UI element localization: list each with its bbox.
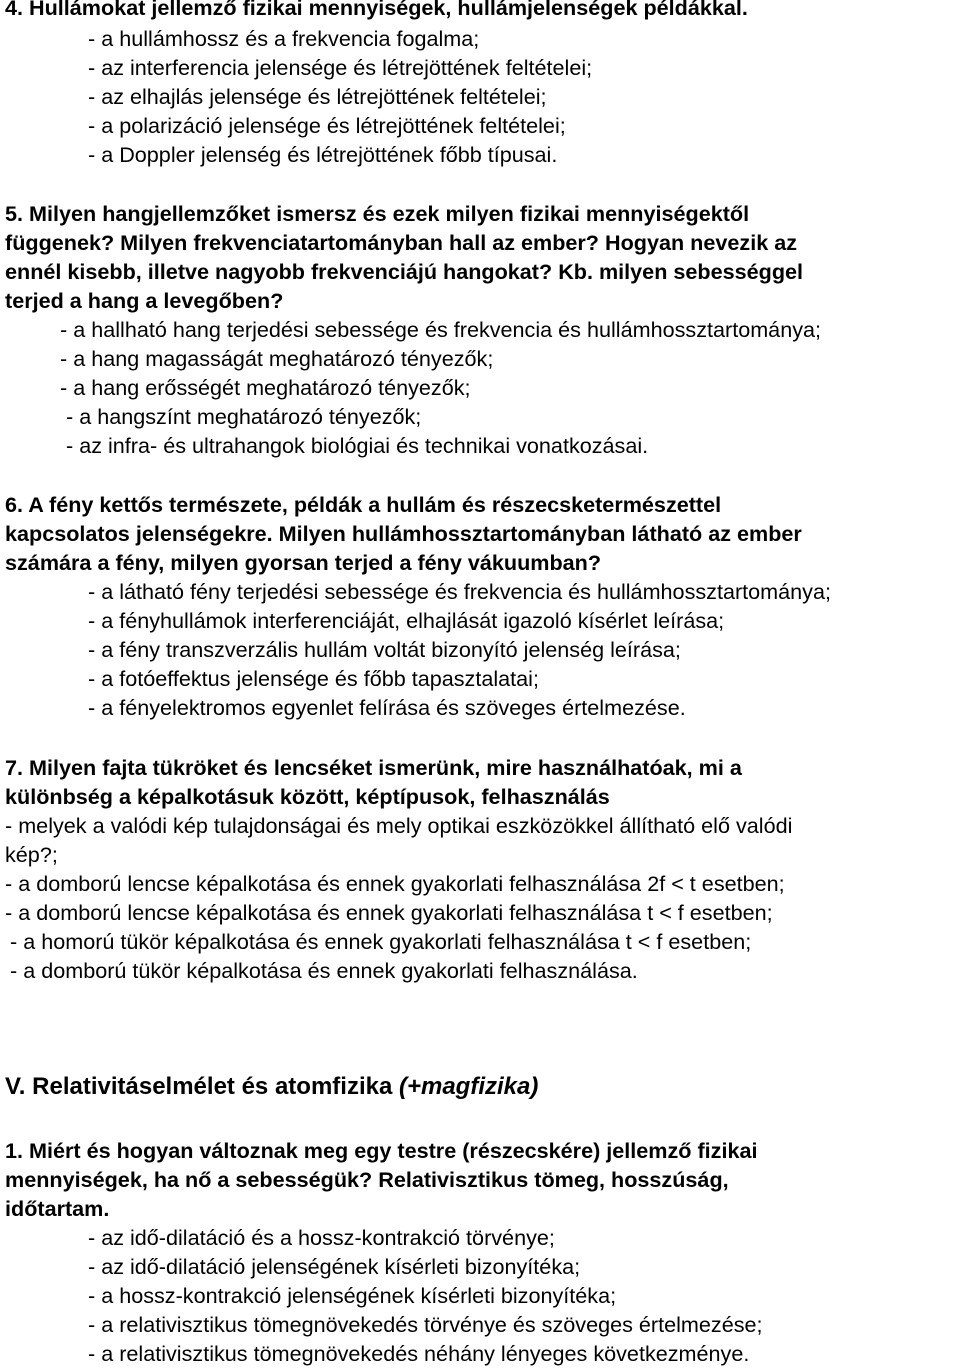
list-item: - az interferencia jelensége és létrejöttének feltételei; <box>88 55 593 80</box>
list-item: - a fény transzverzális hullám voltát bizonyító jelenség leírása; <box>88 637 681 662</box>
chapter-title <box>5 1071 960 1103</box>
list-item: - a hang erősségét meghatározó tényezők; <box>60 375 471 400</box>
section-1-title-line: 1. Miért és hogyan változnak meg egy testre (részecskére) jellemző fizikai <box>5 1138 758 1163</box>
list-item: - a homorú tükör képalkotása és ennek gyakorlati felhasználása t < f esetben; <box>10 929 752 954</box>
list-item: - a hossz-kontrakció jelenségének kísérleti bizonyítéka; <box>88 1283 617 1308</box>
list-item: - az infra- és ultrahangok biológiai és technikai vonatkozásai. <box>66 433 649 458</box>
section-6-title-line: 6. A fény kettős természete, példák a hullám és részecsketermészettel <box>5 492 722 517</box>
list-item: - a relativisztikus tömegnövekedés néhány lényeges következménye. <box>88 1341 750 1366</box>
section-6-title-line: számára a fény, milyen gyorsan terjed a fény vákuumban? <box>5 550 602 575</box>
section-5-title-line: 5. Milyen hangjellemzőket ismersz és ezek milyen fizikai mennyiségektől <box>5 201 750 226</box>
chapter-title-italic: (+magfizika) <box>398 1073 539 1100</box>
list-item: - a hullámhossz és a frekvencia fogalma; <box>88 26 480 51</box>
section-7-title-line: különbség a képalkotásuk között, képtípusok, felhasználás <box>5 784 610 809</box>
list-item: - a fényelektromos egyenlet felírása és szöveges értelmezése. <box>88 695 686 720</box>
list-item: - a fényhullámok interferenciáját, elhajlását igazoló kísérlet leírása; <box>88 608 725 633</box>
section-6-title-line: kapcsolatos jelenségekre. Milyen hullámhossztartományban látható az ember <box>5 521 802 546</box>
section-1-title-line: időtartam. <box>5 1196 110 1221</box>
list-item: - a hallható hang terjedési sebessége és frekvencia és hullámhossztartománya; <box>60 317 822 342</box>
list-item: - a domború lencse képalkotása és ennek gyakorlati felhasználása 2f < t esetben; <box>5 871 785 896</box>
section-7-title-line: 7. Milyen fajta tükröket és lencséket ismerünk, mire használhatóak, mi a <box>5 755 742 780</box>
list-item: - a hang magasságát meghatározó tényezők; <box>60 346 494 371</box>
section-5-title-line: terjed a hang a levegőben? <box>5 288 284 313</box>
list-item: - a domború lencse képalkotása és ennek gyakorlati felhasználása t < f esetben; <box>5 900 773 925</box>
list-item: kép?; <box>5 842 58 867</box>
list-item: - az elhajlás jelensége és létrejöttének feltételei; <box>88 84 547 109</box>
section-4-title: 4. Hullámokat jellemző fizikai mennyiségek, hullámjelenségek példákkal. <box>5 0 748 20</box>
chapter-title-main: V. Relativitáselmélet és atomfizika <box>5 1073 399 1100</box>
section-5-title-line: ennél kisebb, illetve nagyobb frekvenciájú hangokat? Kb. milyen sebességgel <box>5 259 804 284</box>
list-item: - melyek a valódi kép tulajdonságai és mely optikai eszközökkel állítható elő valódi <box>5 813 793 838</box>
list-item: - a hangszínt meghatározó tényezők; <box>66 404 422 429</box>
list-item: - a látható fény terjedési sebessége és frekvencia és hullámhossztartománya; <box>88 579 831 604</box>
section-1-title-line: mennyiségek, ha nő a sebességük? Relativisztikus tömeg, hosszúság, <box>5 1167 729 1192</box>
list-item: - a polarizáció jelensége és létrejöttének feltételei; <box>88 113 566 138</box>
list-item: - a fotóeffektus jelensége és főbb tapasztalatai; <box>88 666 539 691</box>
section-5-title-line: függenek? Milyen frekvenciatartományban hall az ember? Hogyan nevezik az <box>5 230 798 255</box>
list-item: - a relativisztikus tömegnövekedés törvénye és szöveges értelmezése; <box>88 1312 763 1337</box>
list-item: - a Doppler jelenség és létrejöttének főbb típusai. <box>88 142 558 167</box>
list-item: - az idő-dilatáció jelenségének kísérleti bizonyítéka; <box>88 1254 581 1279</box>
list-item: - az idő-dilatáció és a hossz-kontrakció törvénye; <box>88 1225 555 1250</box>
list-item: - a domború tükör képalkotása és ennek gyakorlati felhasználása. <box>10 958 638 983</box>
